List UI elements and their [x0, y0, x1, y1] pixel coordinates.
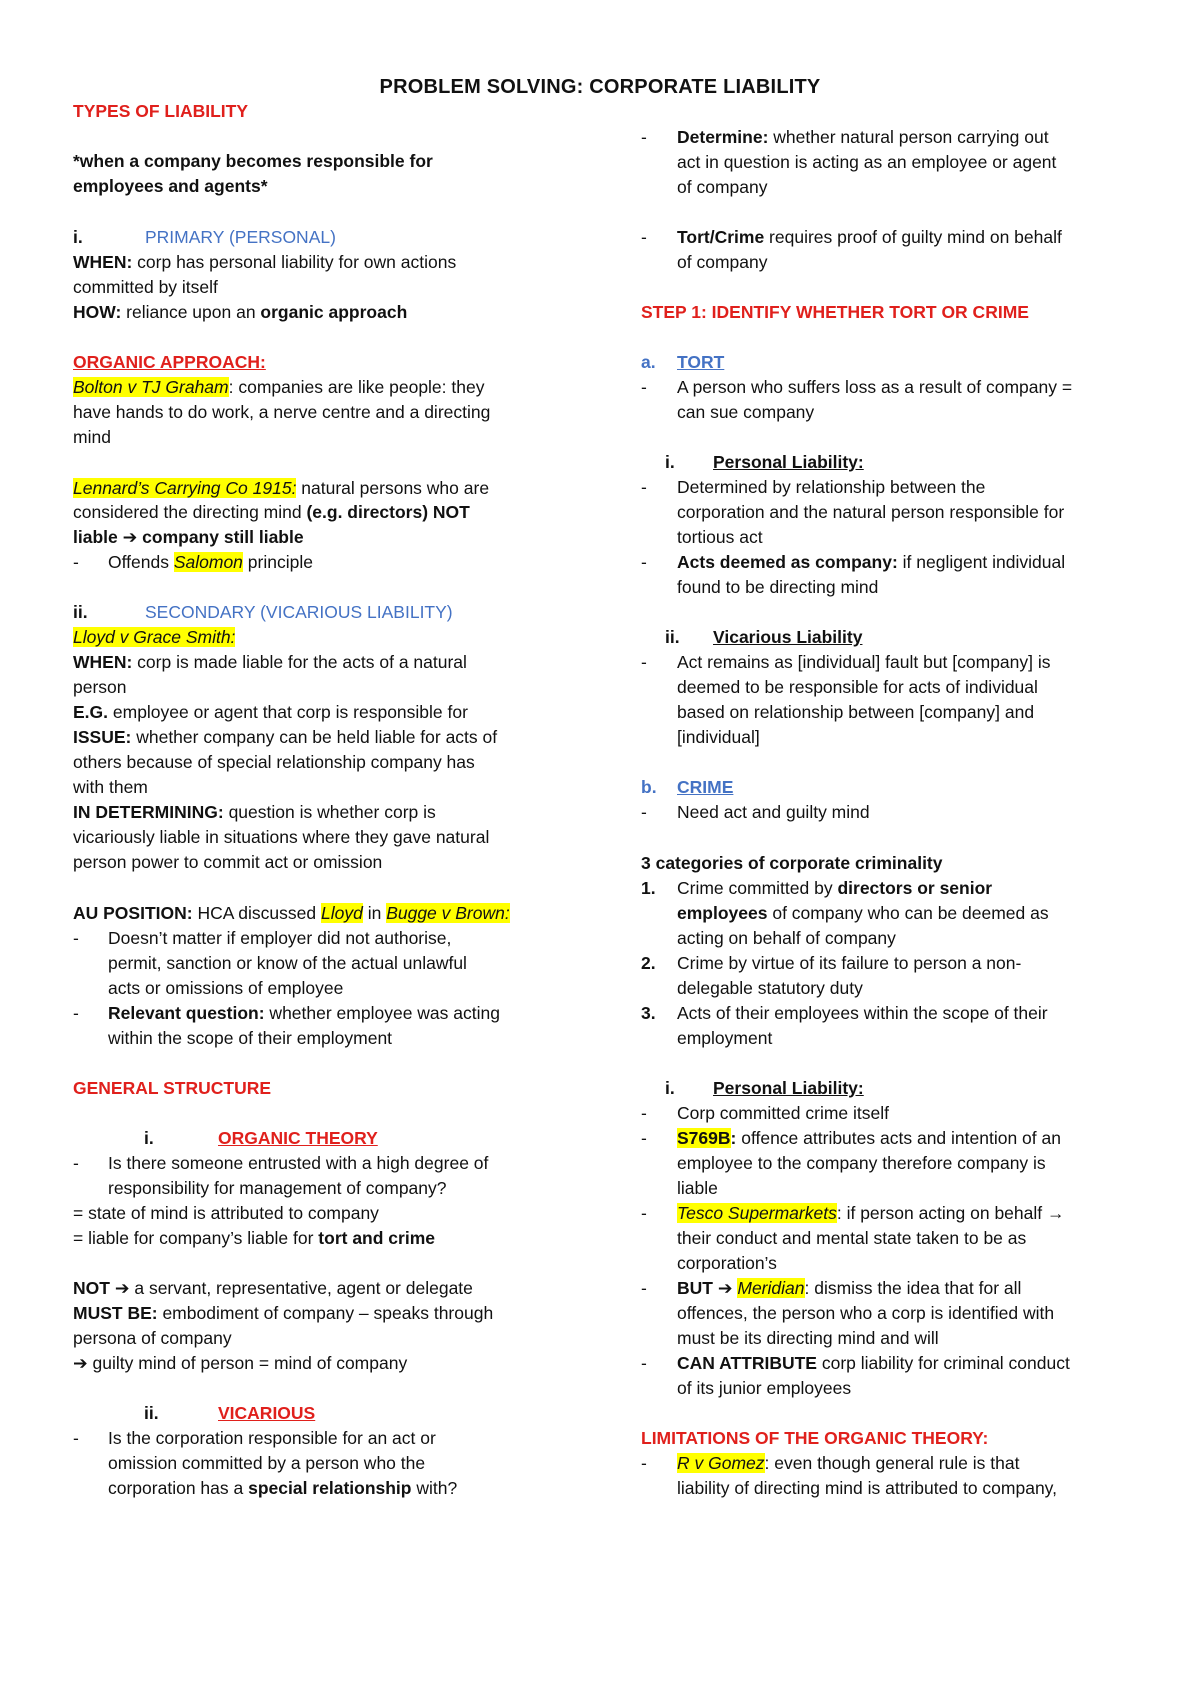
intro-line-2: employees and agents* [73, 176, 268, 196]
vl-number: ii. [665, 627, 680, 647]
vc-bullet-1-cont: omission committed by a person who the [108, 1453, 426, 1473]
determine-cont-2: of company [677, 177, 768, 197]
bugge-case: Bugge v Brown: [386, 903, 510, 923]
secondary-heading: SECONDARY (VICARIOUS LIABILITY) [145, 602, 453, 622]
lim-bullet-1: - R v Gomez: even though general rule is that [641, 1453, 1020, 1473]
crime-personal-liability-heading: Personal Liability: [713, 1078, 864, 1098]
gomez-case: R v Gomez [677, 1453, 765, 1473]
vicarious-number: ii. [144, 1403, 159, 1423]
crime-letter: b. [641, 777, 657, 797]
category-1-cont: employees of company who can be deemed as [677, 903, 1049, 923]
pl2-bullet-4-cont-2: must be its directing mind and will [677, 1328, 939, 1348]
vicarious-heading: VICARIOUS [218, 1403, 316, 1423]
lloyd-case: Lloyd v Grace Smith: [73, 627, 236, 647]
guilty-mind-line: ➔ guilty mind of person = mind of company [73, 1353, 408, 1373]
secondary-when: WHEN: corp is made liable for the acts of a natural [73, 652, 467, 672]
primary-number: i. [73, 227, 83, 247]
eg-line: E.G. employee or agent that corp is responsible for [73, 702, 468, 722]
step1-heading: STEP 1: IDENTIFY WHETHER TORT OR CRIME [641, 302, 1029, 322]
au-bullet-2-cont: within the scope of their employment [108, 1028, 393, 1048]
vicarious-liability-heading: Vicarious Liability [713, 627, 863, 647]
crime-heading: CRIME [677, 777, 734, 797]
organic-theory-heading: ORGANIC THEORY [218, 1128, 378, 1148]
ot-eq-2: = liable for company’s liable for tort and crime [73, 1228, 435, 1248]
ot-bullet-1-cont: responsibility for management of company? [108, 1178, 447, 1198]
au-bullet-2: - Relevant question: whether employee was acting [73, 1003, 500, 1023]
bolton-case-line: Bolton v TJ Graham: companies are like people: they [73, 377, 485, 397]
bolton-line-3: mind [73, 427, 111, 447]
arrow-icon: ➔ [717, 1278, 733, 1298]
pl2-bullet-5: - CAN ATTRIBUTE corp liability for criminal conduct [641, 1353, 1070, 1373]
meridian-case: Meridian [737, 1278, 805, 1298]
lennard-case-line: Lennard’s Carrying Co 1915: natural persons who are [73, 478, 490, 498]
organic-approach-heading: ORGANIC APPROACH: [73, 352, 266, 372]
vl-bullet-1-cont-3: [individual] [677, 727, 760, 747]
pl2-bullet-2-cont-2: liable [677, 1178, 718, 1198]
category-2: 2. Crime by virtue of its failure to person a non- [641, 953, 1022, 973]
lennard-case: Lennard’s Carrying Co 1915 [73, 478, 292, 498]
determine-bullet: - Determine: whether natural person carrying out [641, 127, 1049, 147]
primary-heading: PRIMARY (PERSONAL) [145, 227, 336, 247]
vl-bullet-1-cont-2: based on relationship between [company] and [677, 702, 1035, 722]
tort-crime-bullet: - Tort/Crime requires proof of guilty mind on behalf [641, 227, 1062, 247]
arrow-icon: ➔ [122, 527, 138, 547]
bolton-line-2: have hands to do work, a nerve centre and a directing [73, 402, 491, 422]
secondary-when-cont: person [73, 677, 127, 697]
issue-line-3: with them [73, 777, 148, 797]
issue-line-2: others because of special relationship company has [73, 752, 475, 772]
page-title: PROBLEM SOLVING: CORPORATE LIABILITY [379, 76, 821, 98]
s769b-ref: S769B [677, 1128, 731, 1148]
pl2-bullet-3: - Tesco Supermarkets: if person acting on behalf → [641, 1203, 1065, 1223]
pl2-bullet-4-cont: offences, the person who a corp is identified with [677, 1303, 1055, 1323]
au-bullet-1: - Doesn’t matter if employer did not authorise, [73, 928, 452, 948]
tort-bullet: - A person who suffers loss as a result of company = [641, 377, 1073, 397]
pl-bullet-1-cont-2: tortious act [677, 527, 763, 547]
categories-heading: 3 categories of corporate criminality [641, 853, 943, 873]
tort-crime-cont: of company [677, 252, 768, 272]
vc-bullet-1: - Is the corporation responsible for an act or [73, 1428, 436, 1448]
au-position-line: AU POSITION: HCA discussed Lloyd in Bugge v Brown: [73, 903, 510, 923]
organic-theory-number: i. [144, 1128, 154, 1148]
pl-bullet-2: - Acts deemed as company: if negligent individual [641, 552, 1066, 572]
lim-bullet-1-cont: liability of directing mind is attributed to company, [677, 1478, 1057, 1498]
arrow-icon: ➔ [73, 1353, 88, 1373]
arrow-icon: ➔ [114, 1278, 130, 1298]
determining-line: IN DETERMINING: question is whether corp is [73, 802, 436, 822]
lennard-line-2: considered the directing mind (e.g. directors) NOT [73, 502, 470, 522]
pl2-bullet-2: - S769B: offence attributes acts and intention of an [641, 1128, 1061, 1148]
tort-heading: TORT [677, 352, 725, 372]
pl2-bullet-4: - BUT ➔ Meridian: dismiss the idea that for all [641, 1278, 1022, 1298]
lloyd-case-line [73, 624, 235, 651]
must-be-line: MUST BE: embodiment of company – speaks through [73, 1303, 494, 1323]
pl2-number: i. [665, 1078, 675, 1098]
au-bullet-1-cont-2: acts or omissions of employee [108, 978, 344, 998]
limitations-heading: LIMITATIONS OF THE ORGANIC THEORY: [641, 1428, 989, 1448]
must-be-line-2: persona of company [73, 1328, 232, 1348]
offends-bullet: - Offends Salomon principle [73, 552, 313, 572]
ot-eq-1: = state of mind is attributed to company [73, 1203, 379, 1223]
pl-number: i. [665, 452, 675, 472]
arrow-icon: → [1047, 1203, 1065, 1223]
lennard-line-3: liable ➔ company still liable [73, 527, 304, 547]
category-1: 1. Crime committed by directors or senior [641, 878, 993, 898]
primary-when-cont: committed by itself [73, 277, 218, 297]
category-3-cont: employment [677, 1028, 773, 1048]
pl2-bullet-5-cont: of its junior employees [677, 1378, 852, 1398]
tort-bullet-cont: can sue company [677, 402, 815, 422]
vl-bullet-1-cont: deemed to be responsible for acts of individual [677, 677, 1038, 697]
determining-line-2: vicariously liable in situations where they gave natural [73, 827, 490, 847]
ot-bullet-1: - Is there someone entrusted with a high degree of [73, 1153, 489, 1173]
au-bullet-1-cont: permit, sanction or know of the actual unlawful [108, 953, 467, 973]
issue-line: ISSUE: whether company can be held liable for acts of [73, 727, 498, 747]
general-structure-heading: GENERAL STRUCTURE [73, 1078, 272, 1098]
vl-bullet-1: - Act remains as [individual] fault but [company] is [641, 652, 1051, 672]
pl2-bullet-3-cont-2: corporation’s [677, 1253, 777, 1273]
tesco-case: Tesco Supermarkets [677, 1203, 837, 1223]
pl2-bullet-2-cont: employee to the company therefore company is [677, 1153, 1046, 1173]
determining-line-3: person power to commit act or omission [73, 852, 383, 872]
category-3: 3. Acts of their employees within the scope of their [641, 1003, 1048, 1023]
personal-liability-heading: Personal Liability: [713, 452, 864, 472]
bolton-case: Bolton v TJ Graham [73, 377, 229, 397]
determine-cont: act in question is acting as an employee or agent [677, 152, 1057, 172]
pl2-bullet-1: - Corp committed crime itself [641, 1103, 889, 1123]
vc-bullet-1-cont-2: corporation has a special relationship with? [108, 1478, 458, 1498]
crime-bullet: - Need act and guilty mind [641, 802, 870, 822]
secondary-number: ii. [73, 602, 88, 622]
category-2-cont: delegable statutory duty [677, 978, 863, 998]
pl2-bullet-3-cont: their conduct and mental state taken to be as [677, 1228, 1027, 1248]
primary-how: HOW: reliance upon an organic approach [73, 302, 408, 322]
lloyd-ref: Lloyd [320, 903, 363, 923]
pl-bullet-1-cont: corporation and the natural person responsible for [677, 502, 1065, 522]
pl-bullet-2-cont: found to be directing mind [677, 577, 879, 597]
not-line: NOT ➔ a servant, representative, agent or delegate [73, 1278, 473, 1298]
category-1-cont-2: acting on behalf of company [677, 928, 896, 948]
types-heading: TYPES OF LIABILITY [73, 101, 249, 121]
primary-when: WHEN: corp has personal liability for own actions [73, 252, 457, 272]
tort-letter: a. [641, 352, 656, 372]
intro-line-1: *when a company becomes responsible for [73, 151, 433, 171]
pl-bullet-1: - Determined by relationship between the [641, 477, 986, 497]
salomon-case: Salomon [173, 552, 243, 572]
